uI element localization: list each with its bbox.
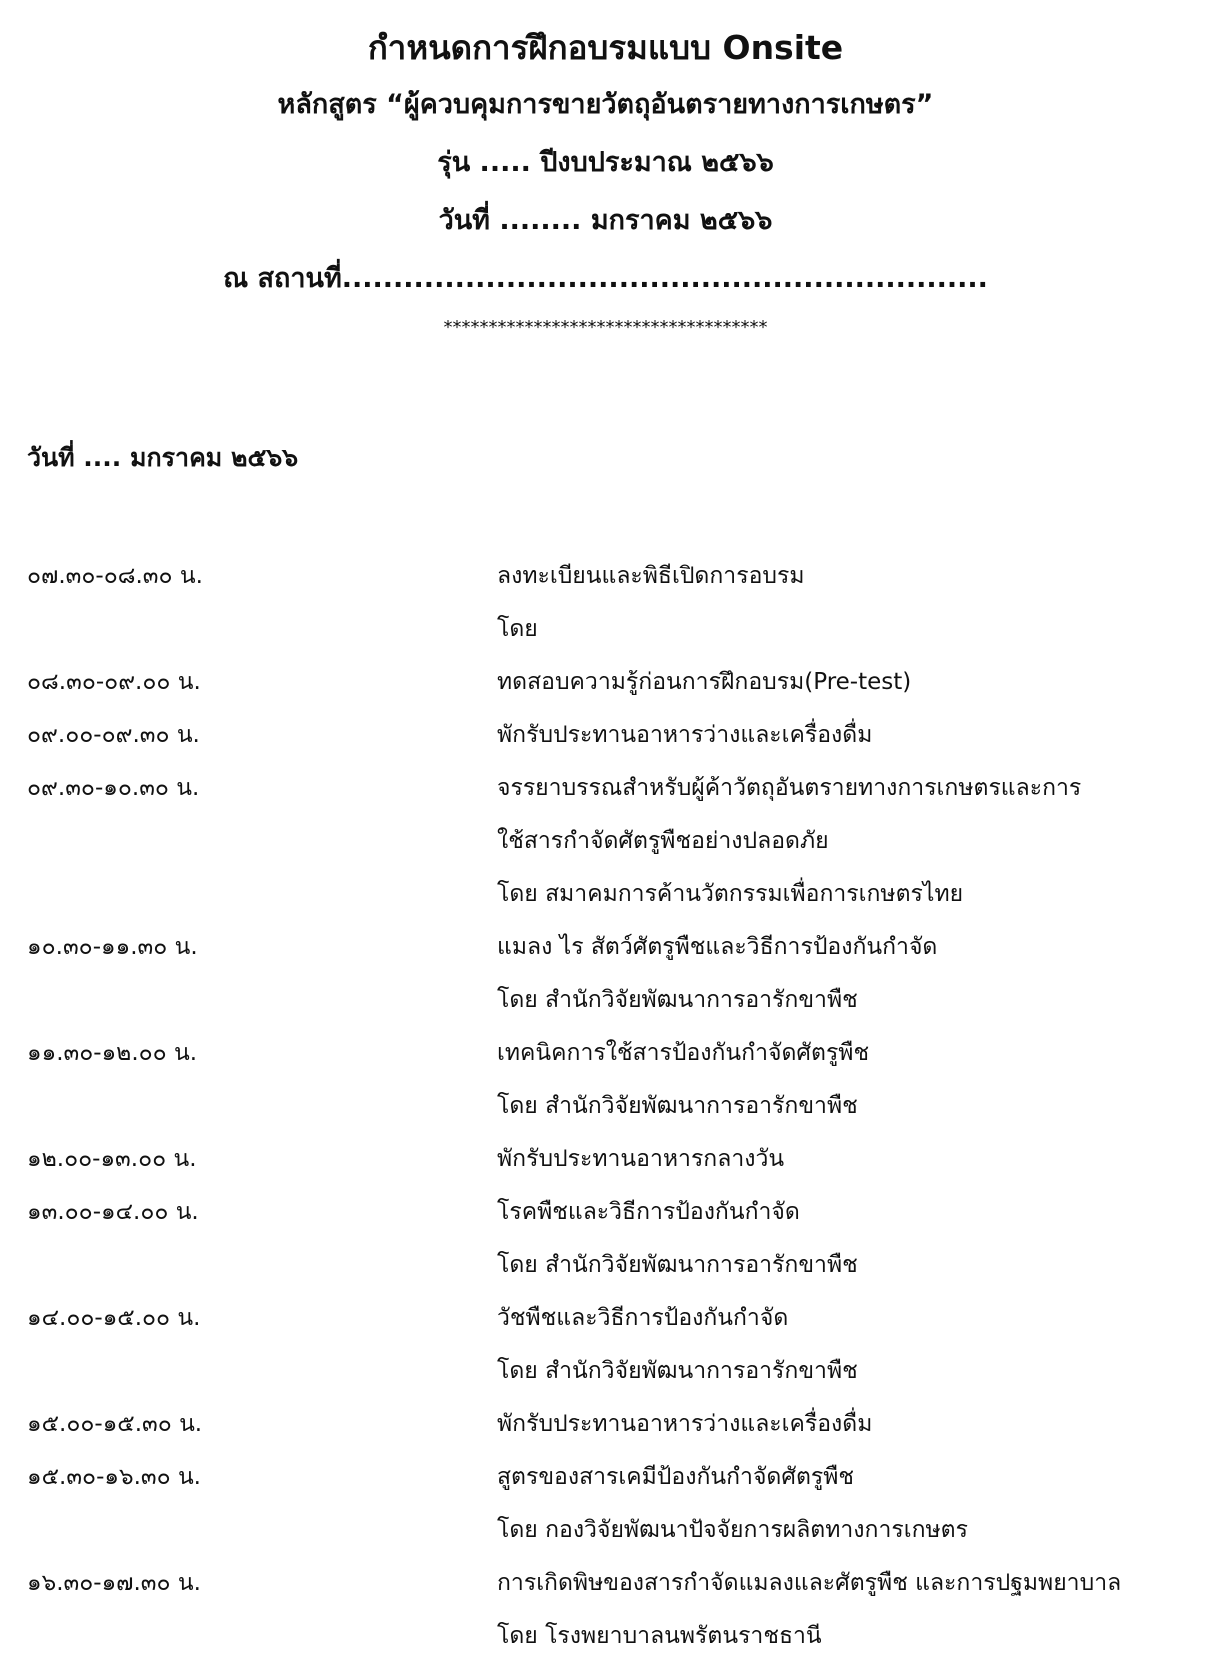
schedule-detail: โดย สำนักวิจัยพัฒนาการอารักขาพืช — [497, 1093, 858, 1119]
schedule-detail: โดย สำนักวิจัยพัฒนาการอารักขาพืช — [497, 1252, 858, 1278]
schedule-row — [0, 1080, 1211, 1133]
schedule-row — [0, 1398, 1211, 1451]
schedule-row — [0, 762, 1211, 815]
schedule-row — [0, 1610, 1211, 1663]
schedule-row — [0, 1504, 1211, 1557]
schedule-row — [0, 656, 1211, 709]
schedule-row — [0, 1186, 1211, 1239]
separator-line: ************************************ — [443, 317, 768, 338]
schedule-table — [0, 550, 1211, 1663]
document-title: กำหนดการฝึกอบรมแบบ Onsite — [367, 28, 844, 67]
schedule-detail: พักรับประทานอาหารว่างและเครื่องดื่ม — [497, 1411, 873, 1437]
schedule-detail: ลงทะเบียนและพิธีเปิดการอบรม — [497, 563, 805, 589]
schedule-time: ๑๔.๐๐-๑๕.๐๐ น. — [27, 1305, 201, 1331]
schedule-detail: โรคพืชและวิธีการป้องกันกำจัด — [497, 1199, 800, 1225]
schedule-row — [0, 550, 1211, 603]
schedule-row — [0, 603, 1211, 656]
schedule-row — [0, 868, 1211, 921]
schedule-detail: วัชพืชและวิธีการป้องกันกำจัด — [497, 1305, 789, 1331]
schedule-row — [0, 1292, 1211, 1345]
schedule-detail: จรรยาบรรณสำหรับผู้ค้าวัตถุอันตรายทางการเกษตรและการ — [497, 775, 1082, 801]
schedule-row — [0, 974, 1211, 1027]
schedule-time: ๐๙.๓๐-๑๐.๓๐ น. — [27, 775, 200, 801]
training-date: วันที่ ........ มกราคม ๒๕๖๖ — [438, 205, 773, 236]
schedule-time: ๐๙.๐๐-๐๙.๓๐ น. — [27, 722, 200, 748]
schedule-detail: โดย — [497, 616, 538, 642]
schedule-time: ๐๘.๓๐-๐๙.๐๐ น. — [27, 669, 201, 695]
schedule-detail: แมลง ไร สัตว์ศัตรูพืชและวิธีการป้องกันกำจัด — [497, 934, 938, 960]
schedule-detail: พักรับประทานอาหารกลางวัน — [497, 1146, 785, 1172]
schedule-row — [0, 1451, 1211, 1504]
schedule-time: ๑๕.๓๐-๑๖.๓๐ น. — [27, 1464, 201, 1490]
schedule-time: ๑๑.๓๐-๑๒.๐๐ น. — [27, 1040, 198, 1066]
schedule-time: ๑๐.๓๐-๑๑.๓๐ น. — [27, 934, 198, 960]
schedule-detail: เทคนิคการใช้สารป้องกันกำจัดศัตรูพืช — [497, 1040, 870, 1066]
schedule-row — [0, 1345, 1211, 1398]
schedule-row — [0, 921, 1211, 974]
schedule-row — [0, 709, 1211, 762]
schedule-detail: โดย สมาคมการค้านวัตกรรมเพื่อการเกษตรไทย — [497, 881, 964, 907]
course-name: หลักสูตร “ผู้ควบคุมการขายวัตถุอันตรายทางการเกษตร” — [277, 89, 934, 120]
schedule-time: ๑๓.๐๐-๑๔.๐๐ น. — [27, 1199, 199, 1225]
schedule-time: ๑๕.๐๐-๑๕.๓๐ น. — [27, 1411, 203, 1437]
schedule-row — [0, 1557, 1211, 1610]
schedule-row — [0, 1133, 1211, 1186]
schedule-row — [0, 815, 1211, 868]
schedule-detail: ทดสอบความรู้ก่อนการฝึกอบรม(Pre-test) — [497, 669, 912, 695]
schedule-time: ๑๒.๐๐-๑๓.๐๐ น. — [27, 1146, 197, 1172]
schedule-row — [0, 1239, 1211, 1292]
schedule-detail: โดย กองวิจัยพัฒนาปัจจัยการผลิตทางการเกษตร — [497, 1517, 968, 1543]
schedule-detail: การเกิดพิษของสารกำจัดแมลงและศัตรูพืช และการปฐมพยาบาล — [497, 1570, 1122, 1596]
schedule-detail: โดย สำนักวิจัยพัฒนาการอารักขาพืช — [497, 987, 858, 1013]
batch-fiscal-year: รุ่น ..... ปีงบประมาณ ๒๕๖๖ — [437, 147, 774, 178]
schedule-row — [0, 1027, 1211, 1080]
schedule-detail: ใช้สารกำจัดศัตรูพืชอย่างปลอดภัย — [497, 828, 829, 854]
training-venue: ณ สถานที่............................................................... — [223, 263, 988, 294]
schedule-time: ๑๖.๓๐-๑๗.๓๐ น. — [27, 1570, 201, 1596]
schedule-detail: พักรับประทานอาหารว่างและเครื่องดื่ม — [497, 722, 873, 748]
schedule-detail: โดย สำนักวิจัยพัฒนาการอารักขาพืช — [497, 1358, 858, 1384]
day-heading: วันที่ .... มกราคม ๒๕๖๖ — [27, 443, 299, 472]
schedule-detail: โดย โรงพยาบาลนพรัตนราชธานี — [497, 1623, 822, 1649]
document-header — [0, 20, 1211, 348]
schedule-detail: สูตรของสารเคมีป้องกันกำจัดศัตรูพืช — [497, 1464, 855, 1490]
schedule-time: ๐๗.๓๐-๐๘.๓๐ น. — [27, 563, 203, 589]
